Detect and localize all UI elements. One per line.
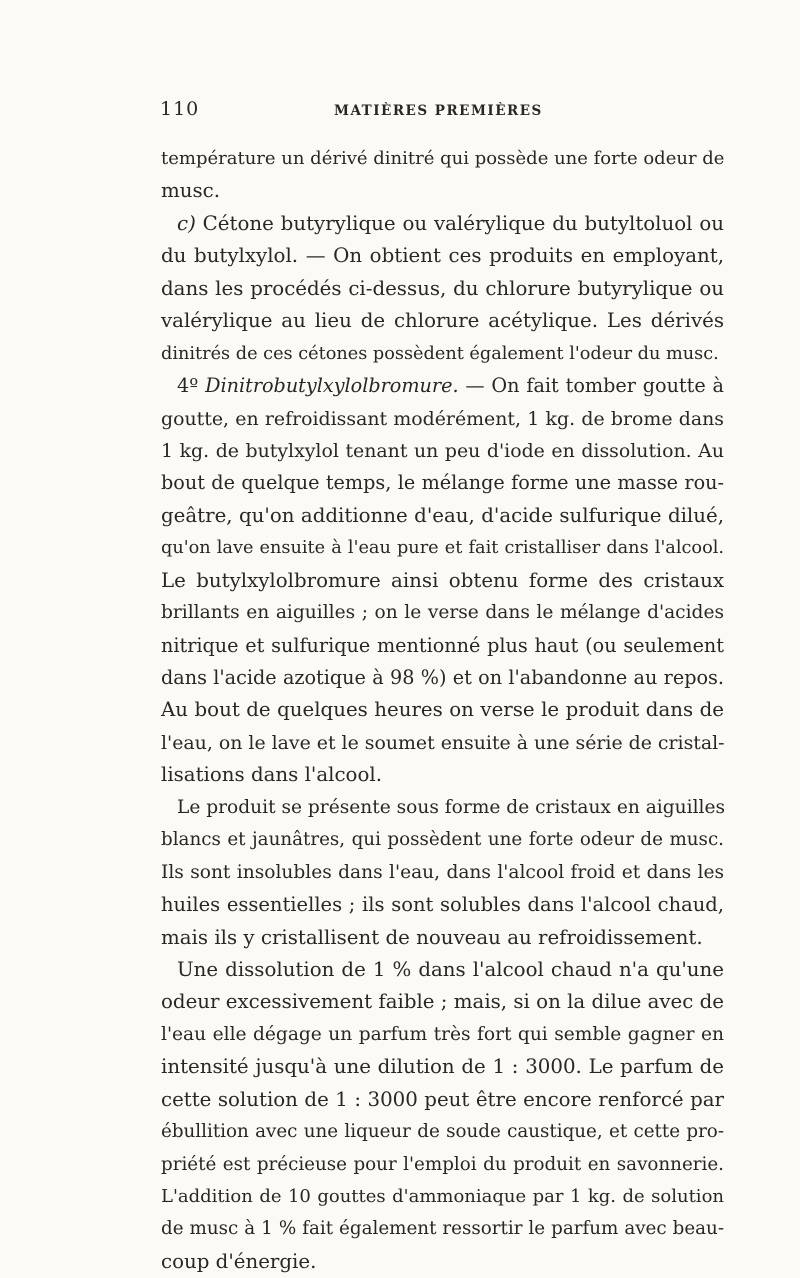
text-line: l'eau, on le lave et le soumet ensuite à une série de cristal-	[161, 731, 725, 754]
text-line: huiles essentielles ; ils sont solubles dans l'alcool chaud,	[161, 893, 724, 917]
italic-heading: c)	[177, 211, 196, 235]
text-line: blancs et jaunâtres, qui possèdent une forte odeur de musc.	[161, 829, 724, 851]
text-line	[161, 208, 724, 240]
text-line: Le butylxylolbromure ainsi obtenu forme des cristaux	[161, 568, 724, 592]
text-line: qu'on lave ensuite à l'eau pure et fait cristalliser dans l'alcool.	[161, 538, 724, 559]
running-head: MATIÈRES PREMIÈRES	[334, 103, 543, 119]
line-rest: Cétone butyrylique ou valérylique du butyltoluol ou	[195, 211, 724, 235]
text-line: nitrique et sulfurique mentionné plus haut (ou seulement	[161, 633, 724, 657]
text-line: mais ils y cristallisent de nouveau au refroidissement.	[161, 925, 703, 949]
text-line: coup d'énergie.	[161, 1249, 317, 1273]
text-line: de musc à 1 % fait également ressortir le parfum avec beau-	[161, 1218, 724, 1240]
text-line: brillants en aiguilles ; on le verse dans le mélange d'acides	[161, 602, 724, 624]
text-line: priété est précieuse pour l'emploi du produit en savonnerie.	[161, 1153, 724, 1175]
text-line: du butylxylol. — On obtient ces produits en employant,	[161, 244, 724, 268]
text-line: geâtre, qu'on additionne d'eau, d'acide sulfurique dilué,	[161, 503, 724, 527]
text-line: l'eau elle dégage un parfum très fort qui semble gagner en	[161, 1023, 724, 1045]
body-text	[161, 143, 724, 1278]
text-line: température un dérivé dinitré qui possède une forte odeur de	[161, 148, 725, 169]
text-line: lisations dans l'alcool.	[161, 763, 382, 787]
text-line: Une dissolution de 1 % dans l'alcool chaud n'a qu'une	[177, 957, 724, 981]
text-line: odeur excessivement faible ; mais, si on la dilue avec de	[161, 990, 724, 1014]
page-header	[158, 98, 728, 128]
text-line: 1 kg. de butylxylol tenant un peu d'iode en dissolution. Au	[161, 439, 724, 462]
text-line: Au bout de quelques heures on verse le produit dans de	[161, 698, 724, 722]
italic-heading: Dinitrobutylxylolbromure.	[205, 374, 459, 398]
line-prefix: 4º	[177, 374, 206, 398]
text-line: ébullition avec une liqueur de soude caustique, et cette pro-	[161, 1121, 724, 1143]
text-line: dinitrés de ces cétones possèdent également l'odeur du musc.	[161, 343, 719, 364]
line-rest: — On fait tomber goutte à	[458, 374, 724, 398]
text-line: musc.	[161, 179, 221, 203]
text-line: Le produit se présente sous forme de cristaux en aiguilles	[177, 796, 726, 818]
text-line: cette solution de 1 : 3000 peut être encore renforcé par	[161, 1087, 724, 1111]
text-line: bout de quelque temps, le mélange forme une masse rou-	[161, 471, 724, 495]
text-line: Ils sont insolubles dans l'eau, dans l'alcool froid et dans les	[161, 861, 724, 883]
text-line: dans l'acide azotique à 98 %) et on l'abandonne au repos.	[161, 666, 724, 689]
page-number: 110	[160, 98, 200, 120]
text-line: valérylique au lieu de chlorure acétylique. Les dérivés	[161, 309, 724, 333]
text-line: goutte, en refroidissant modérément, 1 kg. de brome dans	[161, 407, 724, 430]
text-line: intensité jusqu'à une dilution de 1 : 3000. Le parfum de	[161, 1055, 724, 1079]
text-line: L'addition de 10 gouttes d'ammoniaque par 1 kg. de solution	[161, 1186, 724, 1207]
text-line: dans les procédés ci-dessus, du chlorure butyrylique ou	[161, 276, 724, 300]
text-line	[161, 370, 724, 402]
